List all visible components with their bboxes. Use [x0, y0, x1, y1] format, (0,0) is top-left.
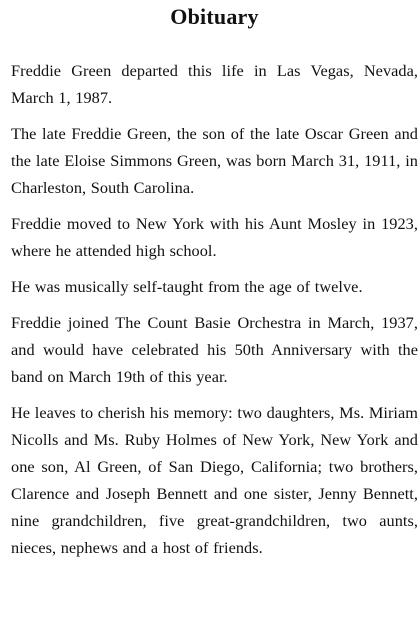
paragraph-death-notice: Freddie Green departed this life in Las Vegas, Nevada, March 1, 1987.	[11, 61, 418, 107]
page-title: Obituary	[170, 4, 259, 29]
paragraph-self-taught: He was musically self-taught from the age of twelve.	[11, 277, 363, 296]
paragraph-count-basie: Freddie joined The Count Basie Orchestra in March, 1937, and would have celebrated his 50th Anniversary with the band on March 19th of this year.	[11, 313, 418, 386]
paragraph-birth: The late Freddie Green, the son of the late Oscar Green and the late Eloise Simmons Green, was born March 31, 1911, in Charleston, South Carolina.	[11, 124, 418, 197]
paragraph-survivors: He leaves to cherish his memory: two daughters, Ms. Miriam Nicolls and Ms. Ruby Holmes of New York, New York and one son, Al Green, of San Diego, California; two brothers, Clarence and Joseph Bennett and one sister, Jenny Bennett, nine grandchildren, five great-grandchildren, two aunts, nieces, nephews and a host of friends.	[11, 403, 418, 557]
obituary-body	[11, 57, 418, 561]
paragraph-move-new-york: Freddie moved to New York with his Aunt Mosley in 1923, where he attended high school.	[11, 214, 418, 260]
